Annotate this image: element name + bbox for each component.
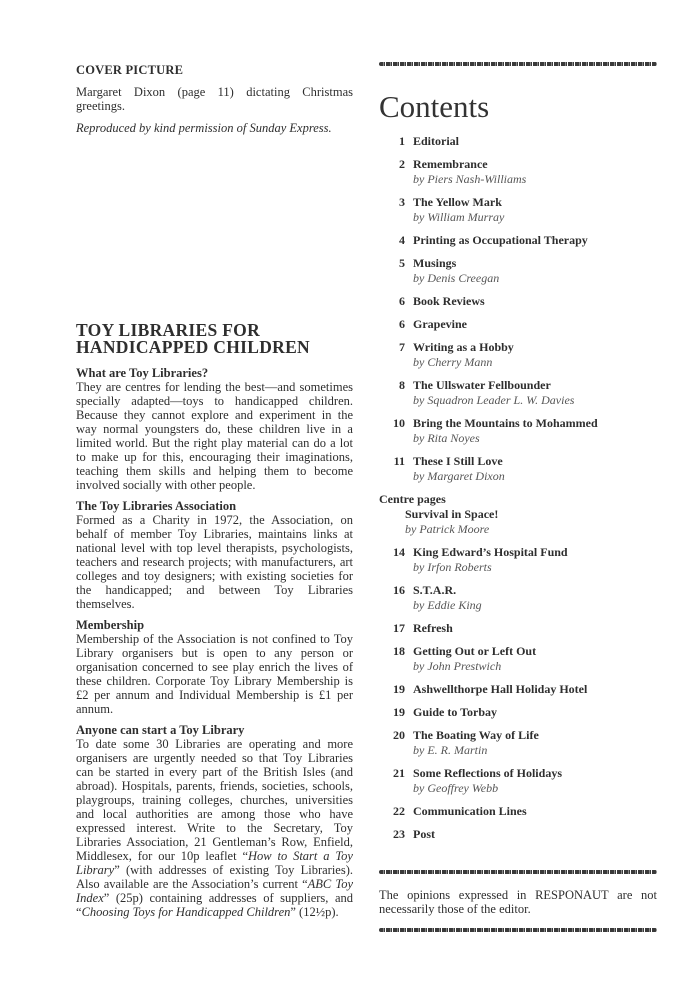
- toy-libraries-article: [76, 322, 353, 926]
- contents-item-author: by John Prestwich: [413, 659, 502, 673]
- contents-item-page: 19: [393, 682, 405, 696]
- contents-item-title: Remembrance: [413, 157, 488, 171]
- contents-item-author: by Geoffrey Webb: [413, 781, 499, 795]
- contents-item-author: by Piers Nash-Williams: [413, 172, 527, 186]
- contents-item-page: 3: [399, 195, 405, 209]
- contents-item[interactable]: [379, 644, 655, 674]
- section-heading: What are Toy Libraries?: [76, 366, 209, 380]
- contents-item[interactable]: [379, 454, 655, 484]
- contents-item-page: 23: [393, 827, 405, 841]
- contents-item-page: 17: [393, 621, 405, 635]
- contents-item[interactable]: [379, 827, 655, 842]
- contents-item-title: Ashwellthorpe Hall Holiday Hotel: [413, 682, 588, 696]
- contents-item-page: 14: [393, 545, 405, 559]
- contents-item-author: by Margaret Dixon: [413, 469, 505, 483]
- contents-item[interactable]: [379, 682, 655, 697]
- section-heading: Anyone can start a Toy Library: [76, 723, 245, 737]
- contents-item[interactable]: [379, 583, 655, 613]
- contents-item-title: Some Reflections of Holidays: [413, 766, 562, 780]
- section-body: They are centres for lending the best—and sometimes specially adapted—toys to handicapped children. Because they cannot explore and experiment in the way normal youngsters do, these children live in a limited world. But the right play material can do a lot to make up for this, encouraging their imaginations, teaching them skills and helping them to become involved socially with other people.: [76, 380, 353, 492]
- contents-list: [379, 545, 655, 842]
- booklet-title: Choosing Toys for Handicapped Children: [81, 905, 291, 919]
- contents-item-author: by E. R. Martin: [413, 743, 488, 757]
- contents-list: [379, 134, 655, 484]
- contents-title: Contents: [379, 89, 490, 124]
- leaflet-title: How to Start a Toy Library: [76, 849, 353, 877]
- editor-disclaimer: The opinions expressed in RESPONAUT are not necessarily those of the editor.: [379, 888, 657, 916]
- contents-item-author: by William Murray: [413, 210, 505, 224]
- contents-item-page: 7: [399, 340, 405, 354]
- section-body: To date some 30 Libraries are operating and more organisers are urgently needed so that Toy Libraries can be started in every part of the British Isles (and abroad). Hospitals, parents, friends, societies, schools, playgroups, training colleges, churches, universities and local authorities are among those who have expressed interest. Write to the Secretary, Toy Libraries Association, 21 Gentleman’s Row, Enfield, Middlesex, for our 10p leaflet “How to Start a Toy Library” (with addresses of existing Toy Libraries). Also available are the Association’s current “ABC Toy Index” (25p) containing addresses of suppliers, and “Choosing Toys for Handicapped Children” (12½p).: [76, 737, 353, 919]
- contents-item-title: Book Reviews: [413, 294, 485, 308]
- contents-item[interactable]: [379, 340, 655, 370]
- contents-item-title: S.T.A.R.: [413, 583, 457, 597]
- contents-item-page: 4: [399, 233, 405, 247]
- decorative-rule: [379, 928, 657, 932]
- section-heading: The Toy Libraries Association: [76, 499, 237, 513]
- contents-item[interactable]: [379, 233, 655, 248]
- contents-item[interactable]: [379, 256, 655, 286]
- contents-panel: [379, 62, 655, 850]
- contents-item-page: 16: [393, 583, 405, 597]
- contents-item-author: by Patrick Moore: [405, 522, 490, 536]
- decorative-rule: [379, 870, 657, 874]
- article-title-line-1: TOY LIBRARIES FOR: [76, 320, 261, 340]
- contents-item-title: Editorial: [413, 134, 460, 148]
- contents-item-author: by Irfon Roberts: [413, 560, 492, 574]
- section-body: Formed as a Charity in 1972, the Association, on behalf of member Toy Libraries, maintains links at national level with top level therapists, psychologists, teachers and research projects; with manufacturers, art colleges and toy designers; with existing societies for the handicapped; and between Toy Libraries themselves.: [76, 513, 353, 611]
- contents-item-author: by Squadron Leader L. W. Davies: [413, 393, 575, 407]
- centre-pages-label: Centre pages: [379, 492, 446, 506]
- contents-item[interactable]: [379, 766, 655, 796]
- contents-item-title: Grapevine: [413, 317, 467, 331]
- contents-item-page: 20: [393, 728, 405, 742]
- contents-item-title: Printing as Occupational Therapy: [413, 233, 588, 247]
- contents-item-page: 1: [399, 134, 405, 148]
- contents-item-title: Musings: [413, 256, 457, 270]
- contents-item[interactable]: [379, 294, 655, 309]
- contents-item-title: Bring the Mountains to Mohammed: [413, 416, 598, 430]
- contents-item[interactable]: [379, 157, 655, 187]
- contents-item-title: The Boating Way of Life: [413, 728, 539, 742]
- contents-item-title: These I Still Love: [413, 454, 503, 468]
- contents-item-author: by Cherry Mann: [413, 355, 493, 369]
- contents-item-page: 22: [393, 804, 405, 818]
- cover-picture-note: [76, 62, 353, 135]
- contents-item-title: Guide to Torbay: [413, 705, 498, 719]
- article-title: [76, 322, 353, 356]
- contents-centre-pages[interactable]: [379, 492, 655, 537]
- article-section: [76, 723, 353, 919]
- contents-item[interactable]: [379, 195, 655, 225]
- contents-item[interactable]: [379, 728, 655, 758]
- contents-item[interactable]: [379, 621, 655, 636]
- contents-item[interactable]: [379, 416, 655, 446]
- contents-item[interactable]: [379, 134, 655, 149]
- section-body: Membership of the Association is not confined to Toy Library organisers but is open to any person or organisation concerned to see play enrich the lives of these children. Corporate Toy Library Membership is £2 per annum and Individual Membership is £1 per annum.: [76, 632, 353, 716]
- index-title: ABC Toy Index: [76, 877, 353, 905]
- contents-item-author: by Eddie King: [413, 598, 482, 612]
- contents-item-title: Post: [413, 827, 435, 841]
- decorative-rule: [379, 62, 657, 66]
- contents-item-author: by Denis Creegan: [413, 271, 500, 285]
- contents-item-page: 8: [399, 378, 405, 392]
- contents-item-page: 6: [399, 294, 405, 308]
- contents-item-page: 6: [399, 317, 405, 331]
- section-heading: Membership: [76, 618, 145, 632]
- disclaimer-box: [379, 870, 657, 932]
- contents-item-page: 11: [393, 454, 405, 468]
- contents-item-author: by Rita Noyes: [413, 431, 480, 445]
- article-title-line-2: HANDICAPPED CHILDREN: [76, 337, 310, 357]
- cover-picture-caption: Margaret Dixon (page 11) dictating Christmas greetings.: [76, 85, 353, 113]
- contents-item-page: 5: [399, 256, 405, 270]
- contents-item-title: The Ullswater Fellbounder: [413, 378, 551, 392]
- contents-item[interactable]: [379, 545, 655, 575]
- contents-item-title: Refresh: [413, 621, 453, 635]
- contents-item-page: 19: [393, 705, 405, 719]
- contents-item-page: 10: [393, 416, 405, 430]
- contents-item[interactable]: [379, 804, 655, 819]
- cover-picture-title: COVER PICTURE: [76, 63, 184, 77]
- contents-item-page: 2: [399, 157, 405, 171]
- contents-item-title: Getting Out or Left Out: [413, 644, 537, 658]
- article-section: [76, 618, 353, 716]
- contents-item-title: Communication Lines: [413, 804, 527, 818]
- article-section: [76, 366, 353, 492]
- cover-picture-credit: Reproduced by kind permission of Sunday Express.: [76, 121, 332, 135]
- contents-item[interactable]: [379, 378, 655, 408]
- contents-item-page: 21: [393, 766, 405, 780]
- contents-item-title: Writing as a Hobby: [413, 340, 514, 354]
- contents-item[interactable]: [379, 705, 655, 720]
- contents-item-title: King Edward’s Hospital Fund: [413, 545, 568, 559]
- contents-item[interactable]: [379, 317, 655, 332]
- contents-item-title: Survival in Space!: [405, 507, 499, 521]
- article-section: [76, 499, 353, 611]
- contents-item-page: 18: [393, 644, 405, 658]
- contents-item-title: The Yellow Mark: [413, 195, 502, 209]
